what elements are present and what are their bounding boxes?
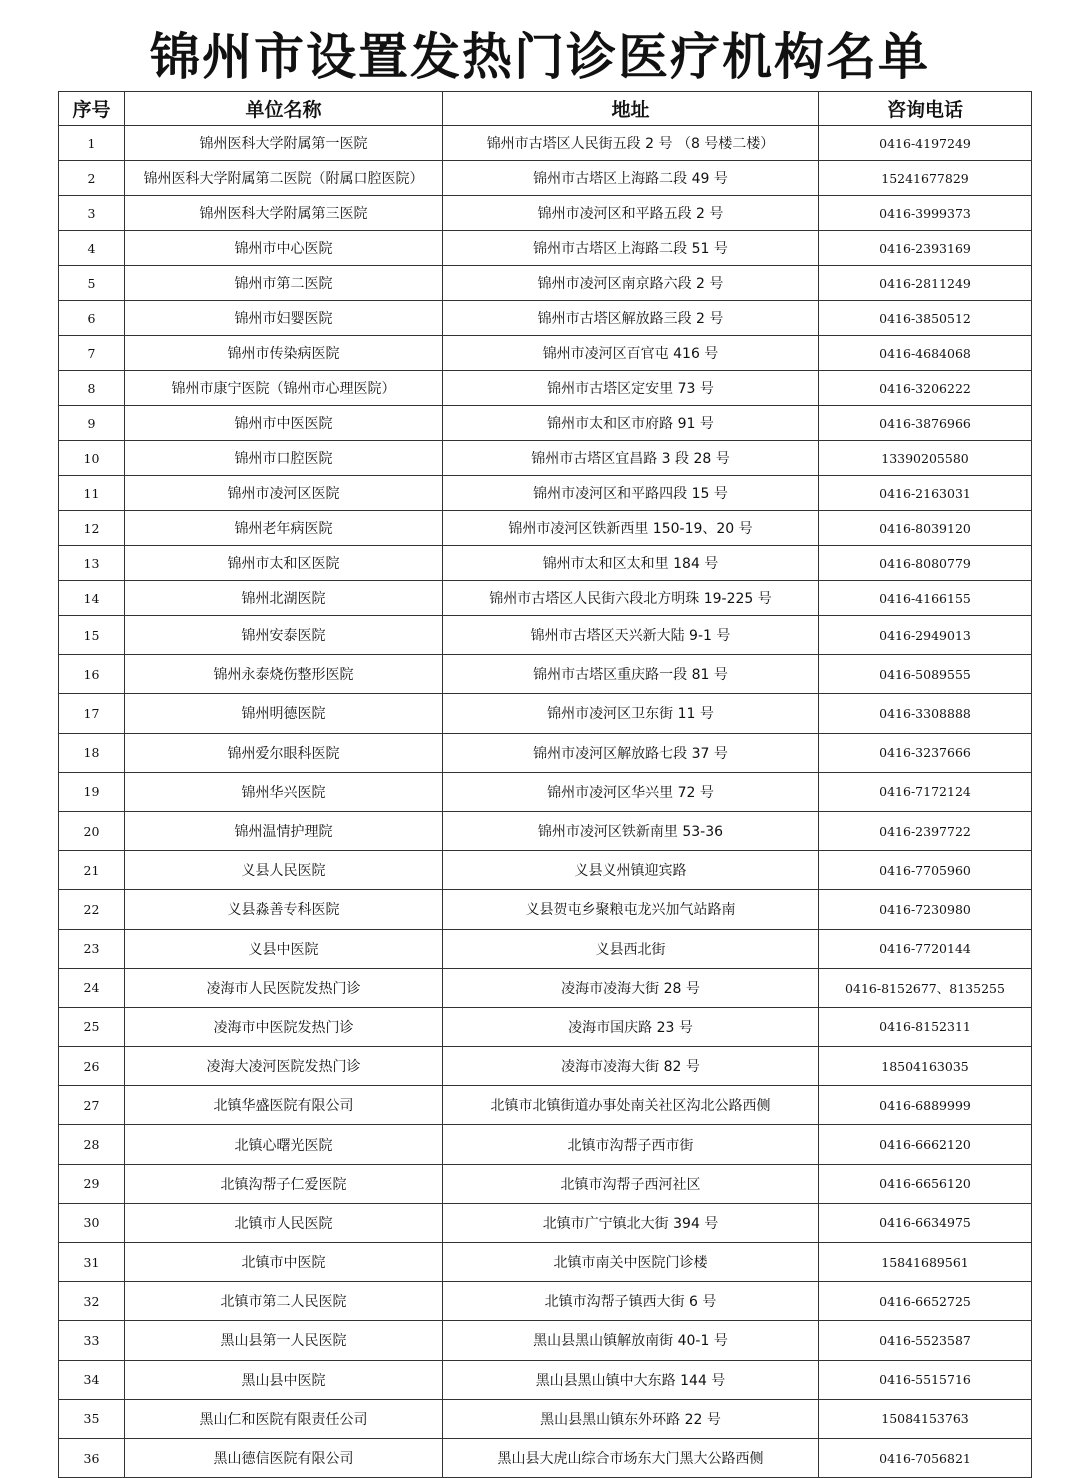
serial-cell: 14 bbox=[59, 581, 125, 616]
serial-cell: 2 bbox=[59, 161, 125, 196]
table-row bbox=[59, 266, 1032, 301]
unit-name-cell: 义县人民医院 bbox=[125, 851, 443, 890]
address-cell: 锦州市太和区市府路 91 号 bbox=[443, 406, 819, 441]
address-cell: 锦州市凌河区解放路七段 37 号 bbox=[443, 733, 819, 772]
unit-name-cell: 锦州市第二医院 bbox=[125, 266, 443, 301]
table-row bbox=[59, 336, 1032, 371]
table-row bbox=[59, 811, 1032, 850]
phone-cell: 0416-2949013 bbox=[819, 616, 1032, 655]
phone-cell: 0416-4197249 bbox=[819, 126, 1032, 161]
serial-cell: 18 bbox=[59, 733, 125, 772]
unit-name-cell: 锦州医科大学附属第三医院 bbox=[125, 196, 443, 231]
phone-cell: 0416-6889999 bbox=[819, 1086, 1032, 1125]
serial-cell: 12 bbox=[59, 511, 125, 546]
phone-cell: 18504163035 bbox=[819, 1047, 1032, 1086]
address-cell: 黑山县黑山镇中大东路 144 号 bbox=[443, 1360, 819, 1399]
unit-name-cell: 北镇沟帮子仁爱医院 bbox=[125, 1164, 443, 1203]
serial-cell: 9 bbox=[59, 406, 125, 441]
serial-cell: 29 bbox=[59, 1164, 125, 1203]
unit-name-cell: 凌海市人民医院发热门诊 bbox=[125, 968, 443, 1007]
phone-cell: 13390205580 bbox=[819, 441, 1032, 476]
unit-name-cell: 黑山仁和医院有限责任公司 bbox=[125, 1399, 443, 1438]
address-cell: 锦州市凌河区铁新南里 53-36 bbox=[443, 811, 819, 850]
table-row bbox=[59, 1243, 1032, 1282]
serial-cell: 35 bbox=[59, 1399, 125, 1438]
phone-cell: 0416-5515716 bbox=[819, 1360, 1032, 1399]
address-cell: 锦州市古塔区人民街五段 2 号 （8 号楼二楼） bbox=[443, 126, 819, 161]
unit-name-cell: 义县淼善专科医院 bbox=[125, 890, 443, 929]
address-cell: 凌海市国庆路 23 号 bbox=[443, 1007, 819, 1046]
phone-cell: 15841689561 bbox=[819, 1243, 1032, 1282]
table-row bbox=[59, 406, 1032, 441]
serial-cell: 16 bbox=[59, 655, 125, 694]
address-cell: 义县西北街 bbox=[443, 929, 819, 968]
unit-name-cell: 锦州华兴医院 bbox=[125, 772, 443, 811]
address-cell: 凌海市凌海大街 28 号 bbox=[443, 968, 819, 1007]
unit-name-cell: 黑山德信医院有限公司 bbox=[125, 1438, 443, 1477]
table-row bbox=[59, 196, 1032, 231]
table-row bbox=[59, 161, 1032, 196]
table-row bbox=[59, 301, 1032, 336]
table-row bbox=[59, 616, 1032, 655]
unit-name-cell: 锦州市凌河区医院 bbox=[125, 476, 443, 511]
table-row bbox=[59, 655, 1032, 694]
table-row bbox=[59, 511, 1032, 546]
phone-cell: 15241677829 bbox=[819, 161, 1032, 196]
serial-cell: 25 bbox=[59, 1007, 125, 1046]
unit-name-cell: 凌海大凌河医院发热门诊 bbox=[125, 1047, 443, 1086]
address-cell: 锦州市古塔区上海路二段 51 号 bbox=[443, 231, 819, 266]
address-cell: 北镇市沟帮子镇西大街 6 号 bbox=[443, 1282, 819, 1321]
serial-cell: 4 bbox=[59, 231, 125, 266]
serial-cell: 20 bbox=[59, 811, 125, 850]
serial-cell: 27 bbox=[59, 1086, 125, 1125]
address-cell: 北镇市北镇街道办事处南关社区沟北公路西侧 bbox=[443, 1086, 819, 1125]
address-cell: 北镇市沟帮子西市街 bbox=[443, 1125, 819, 1164]
unit-name-cell: 锦州安泰医院 bbox=[125, 616, 443, 655]
phone-cell: 0416-6634975 bbox=[819, 1203, 1032, 1242]
address-cell: 义县义州镇迎宾路 bbox=[443, 851, 819, 890]
phone-cell: 0416-2393169 bbox=[819, 231, 1032, 266]
phone-cell: 0416-6652725 bbox=[819, 1282, 1032, 1321]
table-row bbox=[59, 1282, 1032, 1321]
phone-cell: 0416-5523587 bbox=[819, 1321, 1032, 1360]
address-cell: 北镇市广宁镇北大街 394 号 bbox=[443, 1203, 819, 1242]
phone-cell: 0416-3876966 bbox=[819, 406, 1032, 441]
unit-name-cell: 锦州市口腔医院 bbox=[125, 441, 443, 476]
phone-cell: 0416-3206222 bbox=[819, 371, 1032, 406]
serial-cell: 17 bbox=[59, 694, 125, 733]
serial-cell: 10 bbox=[59, 441, 125, 476]
phone-cell: 0416-3237666 bbox=[819, 733, 1032, 772]
address-cell: 锦州市古塔区天兴新大陆 9-1 号 bbox=[443, 616, 819, 655]
phone-cell: 0416-4684068 bbox=[819, 336, 1032, 371]
phone-cell: 0416-3999373 bbox=[819, 196, 1032, 231]
phone-cell: 0416-8039120 bbox=[819, 511, 1032, 546]
phone-cell: 0416-2397722 bbox=[819, 811, 1032, 850]
phone-cell: 0416-2811249 bbox=[819, 266, 1032, 301]
unit-name-cell: 锦州明德医院 bbox=[125, 694, 443, 733]
address-cell: 锦州市凌河区铁新西里 150-19、20 号 bbox=[443, 511, 819, 546]
unit-name-cell: 锦州老年病医院 bbox=[125, 511, 443, 546]
table-row bbox=[59, 126, 1032, 161]
address-cell: 义县贺屯乡聚粮屯龙兴加气站路南 bbox=[443, 890, 819, 929]
unit-name-cell: 北镇市中医院 bbox=[125, 1243, 443, 1282]
unit-name-cell: 北镇心曙光医院 bbox=[125, 1125, 443, 1164]
phone-cell: 0416-6662120 bbox=[819, 1125, 1032, 1164]
table-row bbox=[59, 1164, 1032, 1203]
phone-cell: 0416-2163031 bbox=[819, 476, 1032, 511]
serial-cell: 26 bbox=[59, 1047, 125, 1086]
phone-cell: 0416-3850512 bbox=[819, 301, 1032, 336]
table-row bbox=[59, 1007, 1032, 1046]
address-cell: 黑山县大虎山综合市场东大门黑大公路西侧 bbox=[443, 1438, 819, 1477]
table-row bbox=[59, 890, 1032, 929]
address-cell: 锦州市古塔区上海路二段 49 号 bbox=[443, 161, 819, 196]
table-row bbox=[59, 733, 1032, 772]
address-cell: 锦州市古塔区定安里 73 号 bbox=[443, 371, 819, 406]
serial-cell: 7 bbox=[59, 336, 125, 371]
serial-cell: 32 bbox=[59, 1282, 125, 1321]
serial-cell: 21 bbox=[59, 851, 125, 890]
serial-cell: 11 bbox=[59, 476, 125, 511]
address-cell: 锦州市太和区太和里 184 号 bbox=[443, 546, 819, 581]
unit-name-cell: 锦州爱尔眼科医院 bbox=[125, 733, 443, 772]
unit-name-cell: 北镇华盛医院有限公司 bbox=[125, 1086, 443, 1125]
address-cell: 锦州市古塔区重庆路一段 81 号 bbox=[443, 655, 819, 694]
phone-cell: 0416-8152677、8135255 bbox=[819, 968, 1032, 1007]
unit-name-cell: 锦州温情护理院 bbox=[125, 811, 443, 850]
unit-name-cell: 北镇市第二人民医院 bbox=[125, 1282, 443, 1321]
phone-cell: 0416-7172124 bbox=[819, 772, 1032, 811]
address-cell: 北镇市南关中医院门诊楼 bbox=[443, 1243, 819, 1282]
table-row bbox=[59, 476, 1032, 511]
address-cell: 锦州市古塔区解放路三段 2 号 bbox=[443, 301, 819, 336]
serial-cell: 1 bbox=[59, 126, 125, 161]
phone-cell: 0416-3308888 bbox=[819, 694, 1032, 733]
table-row bbox=[59, 929, 1032, 968]
serial-cell: 19 bbox=[59, 772, 125, 811]
phone-cell: 0416-7230980 bbox=[819, 890, 1032, 929]
address-cell: 北镇市沟帮子西河社区 bbox=[443, 1164, 819, 1203]
serial-cell: 6 bbox=[59, 301, 125, 336]
table-row bbox=[59, 772, 1032, 811]
unit-name-cell: 凌海市中医院发热门诊 bbox=[125, 1007, 443, 1046]
phone-cell: 0416-7720144 bbox=[819, 929, 1032, 968]
table-row bbox=[59, 1360, 1032, 1399]
unit-name-cell: 北镇市人民医院 bbox=[125, 1203, 443, 1242]
table-row bbox=[59, 1399, 1032, 1438]
phone-cell: 0416-7056821 bbox=[819, 1438, 1032, 1477]
table-row bbox=[59, 1086, 1032, 1125]
table-body bbox=[59, 126, 1032, 1478]
serial-cell: 36 bbox=[59, 1438, 125, 1477]
serial-cell: 8 bbox=[59, 371, 125, 406]
address-cell: 锦州市凌河区百官屯 416 号 bbox=[443, 336, 819, 371]
unit-name-cell: 义县中医院 bbox=[125, 929, 443, 968]
address-cell: 锦州市古塔区宜昌路 3 段 28 号 bbox=[443, 441, 819, 476]
table-row bbox=[59, 694, 1032, 733]
unit-name-cell: 锦州市中医医院 bbox=[125, 406, 443, 441]
table-row bbox=[59, 546, 1032, 581]
serial-cell: 31 bbox=[59, 1243, 125, 1282]
unit-name-cell: 锦州医科大学附属第二医院（附属口腔医院） bbox=[125, 161, 443, 196]
table-row bbox=[59, 441, 1032, 476]
serial-cell: 3 bbox=[59, 196, 125, 231]
phone-cell: 15084153763 bbox=[819, 1399, 1032, 1438]
unit-name-cell: 锦州医科大学附属第一医院 bbox=[125, 126, 443, 161]
header-unit-name: 单位名称 bbox=[125, 92, 443, 126]
unit-name-cell: 锦州市太和区医院 bbox=[125, 546, 443, 581]
phone-cell: 0416-6656120 bbox=[819, 1164, 1032, 1203]
unit-name-cell: 锦州市中心医院 bbox=[125, 231, 443, 266]
address-cell: 锦州市凌河区卫东街 11 号 bbox=[443, 694, 819, 733]
unit-name-cell: 锦州北湖医院 bbox=[125, 581, 443, 616]
serial-cell: 34 bbox=[59, 1360, 125, 1399]
phone-cell: 0416-8080779 bbox=[819, 546, 1032, 581]
page-title: 锦州市设置发热门诊医疗机构名单 bbox=[150, 28, 930, 86]
address-cell: 锦州市凌河区和平路四段 15 号 bbox=[443, 476, 819, 511]
unit-name-cell: 锦州市康宁医院（锦州市心理医院） bbox=[125, 371, 443, 406]
serial-cell: 23 bbox=[59, 929, 125, 968]
serial-cell: 30 bbox=[59, 1203, 125, 1242]
table-row bbox=[59, 1321, 1032, 1360]
table-row bbox=[59, 851, 1032, 890]
address-cell: 锦州市古塔区人民街六段北方明珠 19-225 号 bbox=[443, 581, 819, 616]
address-cell: 黑山县黑山镇解放南街 40-1 号 bbox=[443, 1321, 819, 1360]
serial-cell: 22 bbox=[59, 890, 125, 929]
table-row bbox=[59, 371, 1032, 406]
unit-name-cell: 黑山县第一人民医院 bbox=[125, 1321, 443, 1360]
header-phone: 咨询电话 bbox=[819, 92, 1032, 126]
phone-cell: 0416-5089555 bbox=[819, 655, 1032, 694]
address-cell: 锦州市凌河区和平路五段 2 号 bbox=[443, 196, 819, 231]
unit-name-cell: 黑山县中医院 bbox=[125, 1360, 443, 1399]
address-cell: 锦州市凌河区南京路六段 2 号 bbox=[443, 266, 819, 301]
table-row bbox=[59, 1047, 1032, 1086]
serial-cell: 33 bbox=[59, 1321, 125, 1360]
header-serial: 序号 bbox=[59, 92, 125, 126]
unit-name-cell: 锦州市传染病医院 bbox=[125, 336, 443, 371]
table-header-row bbox=[59, 92, 1032, 126]
serial-cell: 28 bbox=[59, 1125, 125, 1164]
table-row bbox=[59, 1125, 1032, 1164]
hospital-table bbox=[58, 91, 1032, 1478]
unit-name-cell: 锦州市妇婴医院 bbox=[125, 301, 443, 336]
header-address: 地址 bbox=[443, 92, 819, 126]
address-cell: 锦州市凌河区华兴里 72 号 bbox=[443, 772, 819, 811]
phone-cell: 0416-7705960 bbox=[819, 851, 1032, 890]
phone-cell: 0416-4166155 bbox=[819, 581, 1032, 616]
serial-cell: 5 bbox=[59, 266, 125, 301]
phone-cell: 0416-8152311 bbox=[819, 1007, 1032, 1046]
table-row bbox=[59, 231, 1032, 266]
serial-cell: 13 bbox=[59, 546, 125, 581]
table-row bbox=[59, 1203, 1032, 1242]
address-cell: 黑山县黑山镇东外环路 22 号 bbox=[443, 1399, 819, 1438]
unit-name-cell: 锦州永泰烧伤整形医院 bbox=[125, 655, 443, 694]
table-row bbox=[59, 968, 1032, 1007]
address-cell: 凌海市凌海大街 82 号 bbox=[443, 1047, 819, 1086]
table-row bbox=[59, 581, 1032, 616]
serial-cell: 15 bbox=[59, 616, 125, 655]
serial-cell: 24 bbox=[59, 968, 125, 1007]
table-row bbox=[59, 1438, 1032, 1477]
